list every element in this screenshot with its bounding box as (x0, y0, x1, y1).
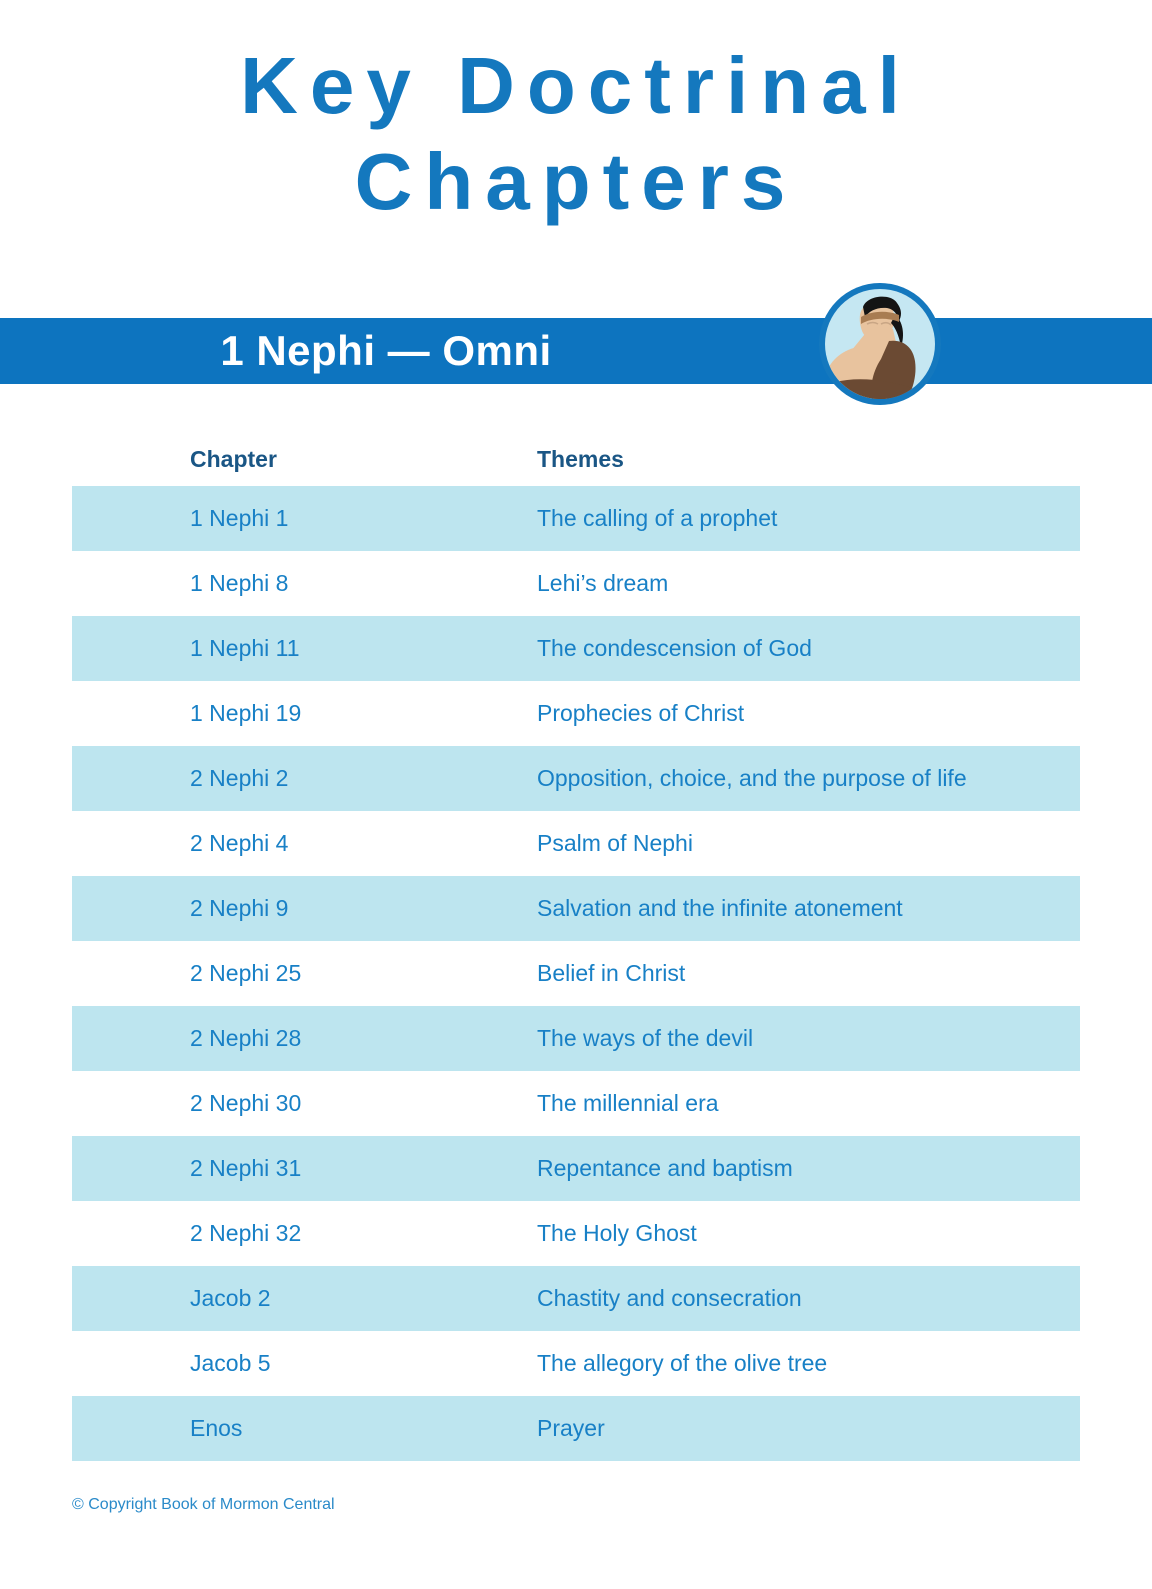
cell-theme: Prayer (537, 1415, 605, 1441)
cell-theme: Lehi’s dream (537, 570, 669, 596)
table-row (72, 551, 1080, 616)
table-body (72, 486, 1080, 1461)
cell-chapter: 1 Nephi 11 (190, 635, 300, 661)
cell-theme: Chastity and consecration (537, 1285, 802, 1311)
cell-theme: Repentance and baptism (537, 1155, 793, 1181)
cell-chapter: 2 Nephi 30 (190, 1090, 302, 1116)
cell-chapter: 2 Nephi 9 (190, 895, 289, 921)
table-row (72, 1136, 1080, 1201)
table-row (72, 1071, 1080, 1136)
nephi-avatar-icon (817, 281, 943, 407)
table-row (72, 1396, 1080, 1461)
table-row (72, 1006, 1080, 1071)
table-row (72, 746, 1080, 811)
copyright-notice: © Copyright Book of Mormon Central (72, 1496, 335, 1513)
section-banner-title: 1 Nephi — Omni (220, 327, 552, 374)
cell-chapter: Jacob 5 (190, 1350, 271, 1376)
cell-theme: The ways of the devil (537, 1025, 754, 1051)
cell-chapter: 1 Nephi 8 (190, 570, 289, 596)
cell-theme: Salvation and the infinite atonement (537, 895, 903, 921)
cell-theme: The condescension of God (537, 635, 812, 661)
table-row (72, 1266, 1080, 1331)
table-row (72, 681, 1080, 746)
cell-theme: Psalm of Nephi (537, 830, 693, 856)
table-row (72, 941, 1080, 1006)
cell-theme: The calling of a prophet (537, 505, 778, 531)
page-title-line-2: Chapters (354, 137, 798, 226)
cell-theme: Prophecies of Christ (537, 700, 745, 726)
cell-chapter: Jacob 2 (190, 1285, 271, 1311)
cell-chapter: 1 Nephi 1 (190, 505, 289, 531)
page-title-line-1: Key Doctrinal (240, 41, 912, 130)
table-header-row (72, 446, 1080, 486)
cell-chapter: 2 Nephi 31 (190, 1155, 302, 1181)
cell-theme: Opposition, choice, and the purpose of life (537, 765, 967, 791)
table-row (72, 811, 1080, 876)
cell-chapter: 2 Nephi 32 (190, 1220, 302, 1246)
table-row (72, 1331, 1080, 1396)
table-row (72, 486, 1080, 551)
table-row (72, 616, 1080, 681)
cell-theme: The millennial era (537, 1090, 719, 1116)
cell-chapter: 2 Nephi 4 (190, 830, 289, 856)
cell-theme: Belief in Christ (537, 960, 686, 986)
table-row (72, 876, 1080, 941)
cell-chapter: 2 Nephi 25 (190, 960, 302, 986)
cell-chapter: 2 Nephi 28 (190, 1025, 302, 1051)
page-title (0, 38, 1152, 230)
key-chapters-table (72, 446, 1080, 1461)
cell-theme: The Holy Ghost (537, 1220, 697, 1246)
cell-chapter: 2 Nephi 2 (190, 765, 289, 791)
cell-theme: The allegory of the olive tree (537, 1350, 828, 1376)
column-header-themes: Themes (537, 446, 624, 472)
column-header-chapter: Chapter (190, 446, 277, 472)
cell-chapter: Enos (190, 1415, 243, 1441)
cell-chapter: 1 Nephi 19 (190, 700, 302, 726)
table-row (72, 1201, 1080, 1266)
